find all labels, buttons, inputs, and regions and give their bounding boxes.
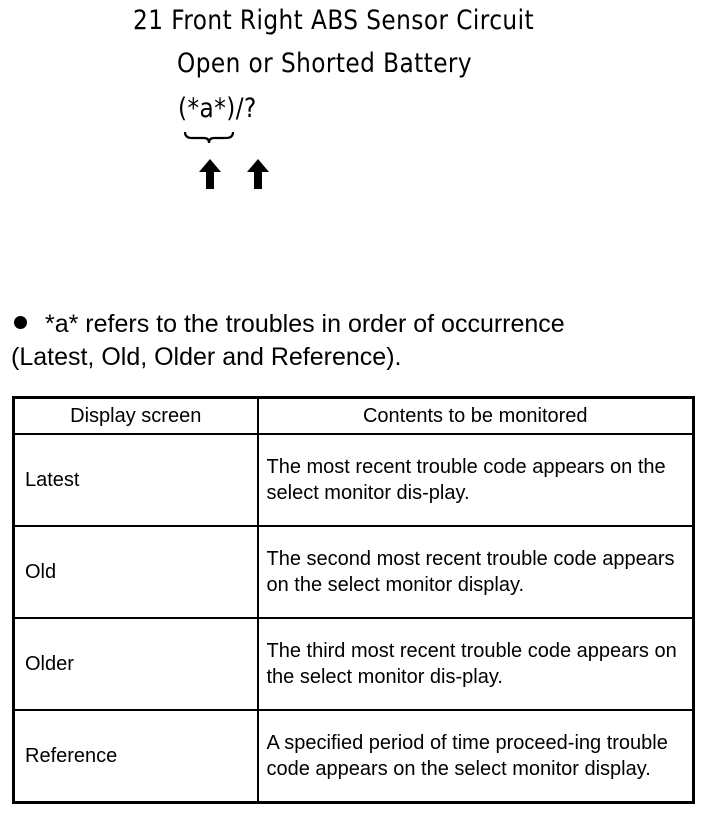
bullet-icon [14, 316, 27, 329]
occurrence-note [11, 308, 701, 374]
contents-cell: The most recent trouble code appears on the select monitor dis-play. [258, 434, 694, 526]
table-row [14, 618, 694, 710]
display-screen-cell: Old [14, 526, 258, 618]
contents-cell: The third most recent trouble code appears on the select monitor dis-play. [258, 618, 694, 710]
table-row [14, 434, 694, 526]
column-header-display-screen: Display screen [14, 398, 258, 435]
note-text: *a* refers to the troubles in order of occurrence [45, 310, 565, 338]
column-header-contents: Contents to be monitored [258, 398, 694, 435]
note-text-continued: (Latest, Old, Older and Reference). [11, 343, 402, 371]
table-header-row [14, 398, 694, 435]
display-screen-cell: Reference [14, 710, 258, 803]
occurrence-indicator-line: (*a*)/? [178, 93, 257, 124]
monitor-table [12, 396, 695, 804]
table-row [14, 710, 694, 803]
contents-cell: The second most recent trouble code appears on the select monitor display. [258, 526, 694, 618]
table-row [14, 526, 694, 618]
trouble-description-line: Open or Shorted Battery [177, 48, 473, 79]
underbrace-icon [184, 131, 234, 145]
display-screen-cell: Latest [14, 434, 258, 526]
trouble-code-line: 21 Front Right ABS Sensor Circuit [133, 5, 535, 36]
display-screen-cell: Older [14, 618, 258, 710]
up-arrow-icon [198, 158, 222, 190]
up-arrow-icon [246, 158, 270, 190]
contents-cell: A specified period of time proceed-ing trouble code appears on the select monitor display. [258, 710, 694, 803]
